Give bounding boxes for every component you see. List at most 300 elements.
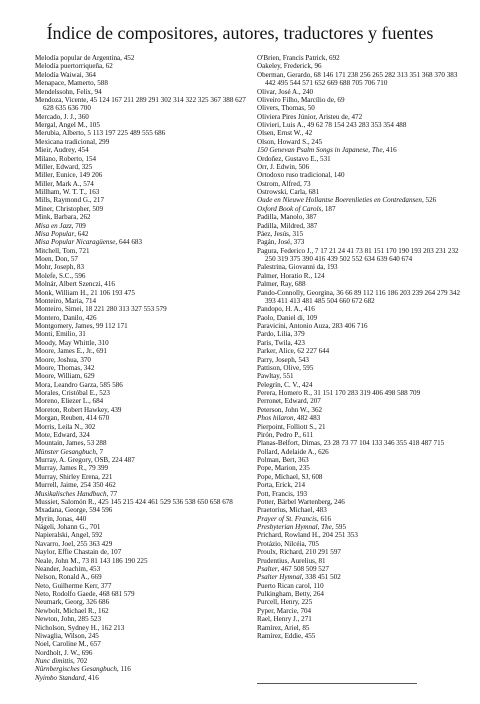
entry-refs: 62 bbox=[105, 62, 113, 71]
entry-name: Planas-Belfort, Dimas bbox=[257, 439, 321, 448]
index-entry: Psalter, 467 508 509 527 bbox=[257, 564, 329, 573]
entry-refs: 370 bbox=[80, 355, 91, 364]
entry-refs: 531 bbox=[320, 154, 331, 163]
entry-refs: 7 17 21 24 41 73 81 151 170 190 193 203 231 232 250 319 375 390 416 439 502 552 634 639 640 674 bbox=[265, 246, 459, 263]
entry-name: Olivers, Thomas bbox=[257, 104, 305, 113]
entry-name: Paolo, Daniel di bbox=[257, 313, 303, 322]
entry-name: Pagura, Federico J. bbox=[257, 246, 312, 255]
entry-name: Praetorius, Michael bbox=[257, 506, 313, 515]
index-entry: Murray, Shirley Erena, 221 bbox=[35, 472, 113, 481]
index-column-left bbox=[35, 54, 247, 682]
entry-name: Padilla, Manolo bbox=[257, 213, 303, 222]
entry-name: Montero, Danilo bbox=[35, 313, 83, 322]
entry-refs: 264 bbox=[313, 590, 324, 598]
entry-refs: 245 bbox=[88, 631, 99, 640]
entry-refs: 204 251 353 bbox=[322, 531, 358, 540]
index-entry: Rael, Henry J., 271 bbox=[257, 615, 312, 624]
entry-name: O'Brien, Francis Patrick bbox=[257, 54, 326, 62]
index-entry: Molefe, S.C., 596 bbox=[35, 271, 86, 280]
entry-refs: 440 bbox=[75, 514, 87, 523]
entry-refs: 62 227 644 bbox=[297, 347, 330, 356]
entry-refs: 483 bbox=[316, 506, 327, 515]
entry-name: Monteiro, Maria bbox=[35, 296, 82, 305]
index-entry: Misa Popular Nicaragüense, 644 683 bbox=[35, 238, 142, 247]
entry-name: Porta, Erick bbox=[257, 481, 291, 490]
index-entry: Menapace, Mamerto, 588 bbox=[35, 79, 108, 88]
index-entry: Pagura, Federico J., 7 17 21 24 41 73 81 151 170 190 193 203 231 232 250 319 375 390 416 439 502 552 634 639 640 674 bbox=[257, 246, 459, 263]
entry-refs: 246 bbox=[334, 497, 345, 506]
index-entry: Parker, Alice, 62 227 644 bbox=[257, 347, 330, 356]
index-entry: Napieralski, Angel, 592 bbox=[35, 531, 103, 540]
index-entry: Ramírez, Eddie, 455 bbox=[257, 631, 316, 640]
entry-refs: 50 bbox=[307, 104, 315, 113]
entry-refs: 235 bbox=[299, 464, 310, 473]
entry-name: Mercado, J. J. bbox=[35, 112, 75, 121]
entry-name: Oude en Nieuwe Hollantse Boerenlieties en Contredansen bbox=[257, 196, 422, 205]
entry-refs: 299 bbox=[98, 137, 110, 146]
entry-name: Münster Gesangbuch bbox=[35, 447, 96, 456]
entry-refs: 163 bbox=[88, 188, 100, 196]
index-entry: Moore, Joshua, 370 bbox=[35, 355, 91, 364]
index-entry: Oliviera Pires Júnior, Aristeu de, 472 bbox=[257, 112, 363, 121]
entry-refs: 574 bbox=[83, 179, 94, 188]
entry-name: Pandopo, H. A. bbox=[257, 305, 301, 314]
entry-refs: 364 bbox=[85, 70, 96, 79]
entry-refs: 714 bbox=[85, 296, 97, 305]
index-entry: Phos hilaron, 482 483 bbox=[257, 414, 321, 423]
index-entry: Perronet, Edward, 207 bbox=[257, 397, 321, 406]
entry-name: Rael, Henry J. bbox=[257, 615, 298, 624]
index-entry: Pawltay, 551 bbox=[257, 372, 294, 381]
entry-refs: 240 bbox=[302, 87, 314, 96]
index-entry: Newbolt, Michael R., 162 bbox=[35, 606, 109, 615]
index-entry: Mexicana tradicional, 299 bbox=[35, 137, 110, 146]
entry-refs: 69 bbox=[337, 95, 345, 104]
index-entry: Mussiet, Salomón R., 425 145 215 424 461 529 536 538 650 658 678 bbox=[35, 497, 233, 506]
index-entry: Mergal, Angel M., 105 bbox=[35, 121, 100, 129]
index-entry: Prayer of St. Francis, 616 bbox=[257, 514, 332, 523]
entry-refs: 254 350 462 bbox=[80, 481, 116, 490]
index-entry: Melodía popular de Argentina, 452 bbox=[35, 54, 135, 62]
entry-refs: 416 bbox=[304, 305, 315, 314]
entry-name: Molnár, Albert Szenczi bbox=[35, 280, 101, 289]
index-title: Índice de compositores, autores, traductores y fuentes bbox=[46, 23, 434, 43]
entry-name: Olson, Howard S. bbox=[257, 137, 308, 146]
entry-refs: 73 bbox=[303, 179, 311, 188]
index-entry: Potter, Bärbel Wartenberg, 246 bbox=[257, 497, 345, 506]
index-entry: Pelegrín, C. V., 424 bbox=[257, 380, 313, 389]
entry-name: Miller, Eunice bbox=[35, 171, 76, 180]
index-entry: Naylor, Effie Chastain de, 107 bbox=[35, 548, 122, 557]
index-entry: Misa en Jazz, 709 bbox=[35, 221, 86, 230]
index-entry: Planas-Belfort, Dimas, 23 28 73 77 104 133 346 355 418 487 715 bbox=[257, 439, 445, 448]
entry-refs: 704 bbox=[300, 606, 312, 615]
index-entry: O'Brien, Francis Patrick, 692 bbox=[257, 54, 340, 62]
index-entry: Molnár, Albert Szenczi, 416 bbox=[35, 280, 115, 289]
entry-name: Noel, Caroline M. bbox=[35, 640, 87, 649]
index-entry: Oude en Nieuwe Hollantse Boerenlieties en Contredansen, 526 bbox=[257, 196, 437, 205]
entry-refs: 225 bbox=[301, 598, 313, 607]
index-entry: Moore, James E., Jr., 691 bbox=[35, 347, 107, 356]
entry-refs: 221 bbox=[101, 472, 113, 481]
index-entry: Pope, Marion, 235 bbox=[257, 464, 310, 473]
entry-name: Nicholson, Sydney H. bbox=[35, 623, 98, 632]
index-entry: Moore, William, 629 bbox=[35, 372, 95, 381]
index-entry: Miller, Mark A., 574 bbox=[35, 179, 94, 188]
entry-name: Pando-Connolly, Georgina bbox=[257, 288, 333, 297]
entry-name: Moreno, Eliezer L. bbox=[35, 397, 89, 406]
entry-refs: 594 596 bbox=[89, 506, 113, 515]
index-entry: Ramírez, Ariel, 85 bbox=[257, 623, 310, 632]
entry-name: Potter, Bärbel Wartenberg bbox=[257, 497, 331, 506]
entry-refs: 595 bbox=[335, 523, 346, 531]
entry-refs: 81 bbox=[318, 556, 326, 565]
entry-name: Pirón, Pedro P. bbox=[257, 430, 300, 439]
entry-refs: 363 bbox=[297, 456, 309, 464]
entry-refs: 99 112 171 bbox=[96, 322, 128, 330]
entry-name: Nelson, Ronald A. bbox=[35, 573, 88, 582]
entry-name: Pope, Marion bbox=[257, 464, 296, 473]
entry-name: Mink, Barbara bbox=[35, 213, 77, 222]
entry-name: Pawltay bbox=[257, 372, 280, 381]
index-entry: Mieir, Audrey, 454 bbox=[35, 146, 89, 155]
index-entry: Monteiro, Simei, 18 221 280 313 327 553 579 bbox=[35, 305, 167, 314]
entry-refs: 325 bbox=[81, 162, 93, 171]
entry-refs: 691 bbox=[96, 347, 107, 356]
index-entry: Parry, Joseph, 543 bbox=[257, 355, 309, 364]
entry-refs: 57 bbox=[70, 255, 78, 263]
entry-refs: 611 bbox=[302, 430, 314, 439]
entry-name: Montgomery, James bbox=[35, 322, 93, 330]
index-entry: Páez, Jesús, 315 bbox=[257, 229, 304, 238]
entry-name: Mussiet, Salomón R. bbox=[35, 497, 95, 506]
index-entry: Palestrina, Giovanni da, 193 bbox=[257, 263, 338, 272]
index-entry: Nägeli, Johann G., 701 bbox=[35, 523, 101, 531]
index-entry: Montgomery, James, 99 112 171 bbox=[35, 322, 128, 330]
entry-name: Millham, W. T. T. bbox=[35, 188, 86, 196]
entry-name: Nägeli, Johann G. bbox=[35, 523, 87, 531]
entry-name: Newbolt, Michael R. bbox=[35, 606, 95, 615]
entry-name: Presbyterian Hymnal, The bbox=[257, 523, 332, 531]
index-entry: Palmer, Horatio R., 124 bbox=[257, 271, 325, 280]
entry-name: Mieir, Audrey bbox=[35, 146, 75, 155]
index-entry: Mxadana, George, 594 596 bbox=[35, 506, 113, 515]
entry-name: Murrell, Jaime bbox=[35, 481, 77, 490]
entry-refs: 526 bbox=[425, 196, 437, 205]
entry-refs: 42 bbox=[305, 129, 313, 138]
index-entry: Murrell, Jaime, 254 350 462 bbox=[35, 481, 116, 490]
entry-refs: 21 bbox=[318, 422, 326, 431]
entry-name: Ostrom, Alfred bbox=[257, 179, 300, 188]
entry-name: Moore, William bbox=[35, 372, 81, 381]
index-entry: Olivieri, Luis A., 49 62 78 154 243 283 353 354 488 bbox=[257, 121, 407, 129]
index-entry: Paris, Twila, 423 bbox=[257, 338, 305, 347]
entry-name: Ramírez, Eddie bbox=[257, 631, 302, 640]
index-entry: Pyper, Marcie, 704 bbox=[257, 606, 312, 615]
entry-name: Nunc dimittis bbox=[35, 657, 74, 665]
entry-refs: 387 bbox=[305, 213, 317, 222]
entry-refs: 416 bbox=[104, 280, 115, 289]
index-entry: Olivar, José A., 240 bbox=[257, 87, 314, 96]
entry-refs: 701 bbox=[89, 523, 101, 531]
entry-name: Moreton, Robert Hawkey bbox=[35, 405, 108, 414]
entry-name: Olivieri, Luis A. bbox=[257, 121, 304, 129]
entry-refs: 149 206 bbox=[79, 171, 103, 180]
entry-name: Miller, Edward bbox=[35, 162, 79, 171]
entry-refs: 162 213 bbox=[101, 623, 125, 632]
index-entry: Moody, May Whittle, 310 bbox=[35, 338, 109, 347]
entry-name: Prudentius, Aurelius bbox=[257, 556, 315, 565]
index-entry: Peterson, John W., 362 bbox=[257, 405, 323, 414]
index-entry: Mills, Raymond G., 217 bbox=[35, 196, 104, 205]
entry-name: Ostrowski, Carla bbox=[257, 188, 306, 196]
index-entry: Myrin, Jonas, 440 bbox=[35, 514, 87, 523]
index-entry: Oakeley, Frederick, 96 bbox=[257, 62, 322, 71]
entry-refs: 596 bbox=[74, 271, 86, 280]
index-entry: Olsen, Ernst W., 42 bbox=[257, 129, 313, 138]
index-entry: Mercado, J. J., 360 bbox=[35, 112, 89, 121]
index-entry: Ostrowski, Carla, 681 bbox=[257, 188, 320, 196]
entry-name: Paris, Twila bbox=[257, 338, 291, 347]
index-entry: Pardo, Lilia, 379 bbox=[257, 330, 305, 339]
entry-name: Pattison, Olive bbox=[257, 363, 300, 372]
entry-name: Napieralski, Angel bbox=[35, 531, 89, 540]
entry-refs: 49 62 78 154 243 283 353 354 488 bbox=[307, 121, 407, 129]
entry-refs: 342 bbox=[83, 363, 95, 372]
entry-refs: 31 bbox=[78, 330, 86, 339]
entry-refs: 377 bbox=[100, 581, 112, 590]
entry-refs: 324 bbox=[79, 430, 90, 439]
index-entry: Mora, Leandro Garza, 585 586 bbox=[35, 380, 123, 389]
entry-refs: 509 bbox=[92, 204, 103, 213]
index-entry: Psalter Hymnal, 338 451 502 bbox=[257, 573, 341, 582]
index-entry: Olson, Howard S., 245 bbox=[257, 137, 323, 146]
entry-name: Puerto Rican carol bbox=[257, 581, 310, 590]
entry-refs: 721 bbox=[78, 246, 90, 255]
entry-refs: 523 bbox=[99, 389, 110, 397]
entry-name: Menapace, Mamerto bbox=[35, 79, 94, 88]
entry-refs: 85 bbox=[302, 623, 310, 632]
index-entry: Perera, Homero R., 31 151 170 283 319 406 498 588 709 bbox=[257, 389, 421, 397]
entry-refs: 585 586 bbox=[99, 380, 123, 389]
entry-refs: 373 bbox=[293, 238, 305, 247]
entry-name: Mountain, James bbox=[35, 439, 84, 448]
entry-name: Pyper, Marcie bbox=[257, 606, 297, 615]
index-entry: Padilla, Manolo, 387 bbox=[257, 213, 317, 222]
index-entry: Oliveiro Filho, Marcílio de, 69 bbox=[257, 95, 345, 104]
entry-name: Olivar, José A. bbox=[257, 87, 299, 96]
entry-name: Moody, May Whittle bbox=[35, 338, 95, 347]
entry-name: Oliveiro Filho, Marcílio de bbox=[257, 95, 334, 104]
entry-name: Pagán, José bbox=[257, 238, 291, 247]
entry-name: Neto, Rodolfo Gaede bbox=[35, 590, 96, 598]
index-entry: Pope, Michael, SJ, 608 bbox=[257, 472, 323, 481]
index-entry: Monk, William H., 21 106 193 475 bbox=[35, 288, 135, 297]
entry-refs: 110 bbox=[313, 581, 324, 590]
entry-name: Paravicini, Antonio Auza bbox=[257, 322, 329, 330]
entry-refs: 7 bbox=[99, 447, 103, 456]
entry-refs: 592 bbox=[91, 531, 103, 540]
index-entry: Puerto Rican carol, 110 bbox=[257, 581, 324, 590]
entry-name: Naylor, Effie Chastain de bbox=[35, 548, 108, 557]
index-entry: Ostrom, Alfred, 73 bbox=[257, 179, 311, 188]
entry-refs: 423 bbox=[294, 338, 305, 347]
index-entry: Prudentius, Aurelius, 81 bbox=[257, 556, 326, 565]
entry-name: Mitchell, Tom bbox=[35, 246, 76, 255]
index-entry: Praetorius, Michael, 483 bbox=[257, 506, 327, 515]
entry-name: Neto, Guilherme Kerr bbox=[35, 581, 98, 590]
entry-name: Oakeley, Frederick bbox=[257, 62, 311, 71]
entry-name: Moore, James E., Jr. bbox=[35, 347, 93, 356]
index-entry: Nelson, Ronald A., 669 bbox=[35, 573, 102, 582]
index-entry: Noel, Caroline M., 657 bbox=[35, 640, 101, 649]
entry-refs: 283 406 716 bbox=[332, 322, 368, 330]
entry-name: Monteiro, Simei bbox=[35, 305, 82, 314]
entry-refs: 453 bbox=[89, 564, 101, 573]
index-entry: Niwaglia, Wilson, 245 bbox=[35, 631, 99, 640]
index-entry: Miller, Edward, 325 bbox=[35, 162, 93, 171]
entry-refs: 140 bbox=[333, 171, 345, 180]
entry-refs: 387 bbox=[306, 221, 318, 230]
entry-name: Parry, Joseph bbox=[257, 355, 295, 364]
entry-refs: 210 291 597 bbox=[305, 548, 341, 557]
entry-name: Misa en Jazz bbox=[35, 221, 72, 230]
entry-refs: 414 670 bbox=[86, 414, 110, 423]
index-entry: Neto, Rodolfo Gaede, 468 681 579 bbox=[35, 590, 135, 598]
entry-name: Mills, Raymond G. bbox=[35, 196, 90, 205]
entry-refs: 482 483 bbox=[297, 414, 321, 423]
entry-name: Prayer of St. Francis bbox=[257, 514, 317, 523]
entry-refs: 642 bbox=[77, 229, 89, 238]
entry-refs: 77 bbox=[110, 489, 118, 498]
entry-refs: 245 bbox=[311, 137, 323, 146]
entry-refs: 681 bbox=[308, 188, 320, 196]
index-entry: Miller, Eunice, 149 206 bbox=[35, 171, 103, 180]
entry-refs: 285 523 bbox=[77, 615, 102, 624]
entry-name: Morales, Cristóbal E. bbox=[35, 389, 96, 397]
entry-name: Murray, James R. bbox=[35, 464, 85, 473]
index-entry: Montero, Danilo, 426 bbox=[35, 313, 97, 322]
index-entry: Palmer, Ray, 688 bbox=[257, 280, 306, 289]
index-entry: Nyimbo Standard, 416 bbox=[35, 673, 99, 682]
index-entry: Pierpoint, Folliott S., 21 bbox=[257, 422, 326, 431]
index-entry: Ortodoxo ruso tradicional, 140 bbox=[257, 171, 345, 180]
index-entry: Presbyterian Hymnal, The, 595 bbox=[257, 523, 346, 531]
index-entry: Neale, John M., 73 81 143 186 190 225 bbox=[35, 556, 148, 565]
index-entry: Mendoza, Vicente, 45 124 167 211 289 291 302 314 322 325 367 388 627 628 635 636 700 bbox=[35, 95, 246, 113]
entry-name: Protázio, Nilcéia bbox=[257, 539, 305, 548]
index-entry: Mendelssohn, Felix, 94 bbox=[35, 87, 102, 96]
entry-refs: 310 bbox=[98, 338, 109, 347]
entry-name: Pulkingham, Betty bbox=[257, 590, 310, 598]
entry-refs: 379 bbox=[294, 330, 305, 339]
entry-refs: 116 bbox=[120, 665, 131, 674]
entry-refs: 96 bbox=[314, 62, 322, 71]
entry-name: Mendelssohn, Felix bbox=[35, 87, 91, 96]
index-entry: Misa Popular, 642 bbox=[35, 229, 89, 238]
entry-refs: 472 bbox=[351, 112, 363, 121]
entry-name: Merubia, Alberto bbox=[35, 129, 84, 138]
index-entry: Morris, Leila N., 302 bbox=[35, 422, 96, 431]
index-entry: Prichard, Rowland H., 204 251 353 bbox=[257, 531, 358, 540]
index-entry: Murray, A. Gregory, OSB, 224 487 bbox=[35, 456, 135, 464]
entry-name: Nürnbergisches Gesangbuch bbox=[35, 665, 117, 674]
index-entry: Mink, Barbara, 262 bbox=[35, 213, 91, 222]
index-entry: Moore, Thomas, 342 bbox=[35, 363, 95, 372]
entry-refs: 692 bbox=[329, 54, 340, 62]
entry-name: Miller, Mark A. bbox=[35, 179, 80, 188]
entry-refs: 684 bbox=[92, 397, 104, 406]
index-entry: Murray, James R., 79 399 bbox=[35, 464, 109, 473]
entry-name: Parker, Alice bbox=[257, 347, 294, 356]
entry-refs: 551 bbox=[282, 372, 294, 381]
index-entry: Nunc dimittis, 702 bbox=[35, 657, 88, 665]
index-entry: Orr, J. Edwin, 506 bbox=[257, 162, 310, 171]
entry-name: Mxadana, George bbox=[35, 506, 86, 515]
entry-name: Páez, Jesús bbox=[257, 229, 289, 238]
entry-name: Phos hilaron bbox=[257, 414, 294, 423]
index-entry: Pandopo, H. A., 416 bbox=[257, 305, 315, 314]
entry-refs: 94 bbox=[94, 87, 102, 96]
entry-refs: 705 bbox=[308, 539, 319, 548]
entry-name: 150 Genevan Psalm Songs in Japanese, The bbox=[257, 146, 383, 155]
entry-refs: 468 681 579 bbox=[99, 590, 135, 598]
entry-name: Molefe, S.C. bbox=[35, 271, 72, 280]
index-entry: 150 Genevan Psalm Songs in Japanese, The, 416 bbox=[257, 146, 397, 155]
index-entry: Pollard, Adelaide A., 626 bbox=[257, 447, 329, 456]
entry-refs: 217 bbox=[93, 196, 104, 205]
index-entry: Neumark, Georg, 326 686 bbox=[35, 598, 110, 607]
entry-refs: 53 288 bbox=[87, 439, 107, 448]
index-entry: Milano, Roberto, 154 bbox=[35, 154, 97, 163]
entry-refs: 31 151 170 283 319 406 498 588 709 bbox=[313, 389, 421, 397]
entry-name: Pelegrín, C. V. bbox=[257, 380, 299, 389]
entry-refs: 193 bbox=[296, 489, 308, 498]
entry-name: Nyimbo Standard bbox=[35, 673, 85, 682]
index-entry: Neto, Guilherme Kerr, 377 bbox=[35, 581, 112, 590]
entry-name: Monk, William H. bbox=[35, 288, 87, 297]
index-entry: Pando-Connolly, Georgina, 36 66 89 112 116 186 203 239 264 279 342 393 411 413 481 485 504 660 672 682 bbox=[257, 288, 461, 305]
index-entry: Monteiro, Maria, 714 bbox=[35, 296, 97, 305]
entry-name: Pope, Michael, SJ bbox=[257, 472, 309, 481]
entry-name: Proulx, Richard bbox=[257, 548, 302, 557]
index-entry: Merubia, Alberto, 5 113 197 225 489 555 686 bbox=[35, 129, 166, 138]
entry-refs: 302 bbox=[84, 422, 96, 431]
entry-refs: 338 451 502 bbox=[305, 573, 341, 582]
entry-refs: 688 bbox=[294, 280, 306, 289]
entry-name: Pardo, Lilia bbox=[257, 330, 291, 339]
entry-refs: 629 bbox=[83, 372, 95, 381]
entry-name: Moore, Joshua bbox=[35, 355, 77, 364]
index-entry: Morales, Cristóbal E., 523 bbox=[35, 389, 110, 397]
entry-name: Mohr, Joseph bbox=[35, 263, 74, 272]
entry-name: Pott, Francis bbox=[257, 489, 293, 498]
entry-name: Polman, Bert bbox=[257, 456, 295, 464]
entry-refs: 669 bbox=[90, 573, 102, 582]
index-entry: Mountain, James, 53 288 bbox=[35, 439, 107, 448]
entry-refs: 105 bbox=[89, 121, 100, 129]
entry-name: Mexicana tradicional bbox=[35, 137, 96, 146]
index-entry: Nürnbergisches Gesangbuch, 116 bbox=[35, 665, 131, 674]
index-entry: Polman, Bert, 363 bbox=[257, 456, 309, 464]
index-entry: Ordoñez, Gustavo E., 531 bbox=[257, 154, 331, 163]
entry-refs: 162 bbox=[98, 606, 109, 615]
index-entry: Münster Gesangbuch, 7 bbox=[35, 447, 103, 456]
entry-refs: 626 bbox=[318, 447, 329, 456]
index-entry: Paravicini, Antonio Auza, 283 406 716 bbox=[257, 322, 368, 330]
entry-name: Newton, John bbox=[35, 615, 75, 624]
entry-name: Neale, John M. bbox=[35, 556, 79, 565]
